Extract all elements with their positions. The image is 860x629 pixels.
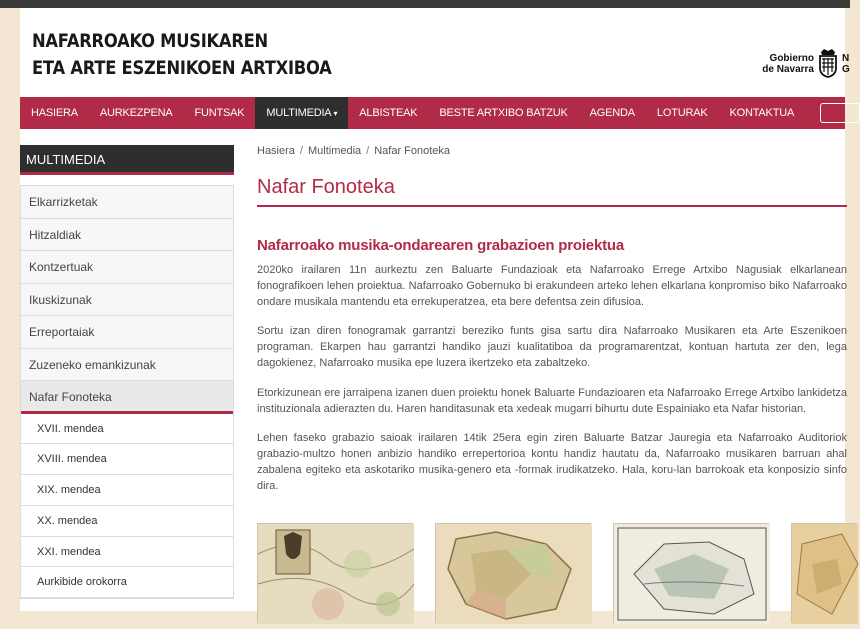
breadcrumb-separator: /: [366, 145, 370, 157]
search-box[interactable]: [820, 103, 860, 123]
sidebar-menu: [20, 185, 234, 599]
map-gallery: [257, 523, 857, 623]
logo-line-1: Gobierno: [769, 53, 814, 64]
paragraph-1: 2020ko irailaren 11n aurkeztu zen Baluarte Fundazioak eta Nafarroako Errege Artxibo Nagusiak elkarlanean fonografikoen lehen proiektua. Nafarroako Gobernuko bi erakundeen arteko lehen elkarlana konpromiso biko Nafarroako ondare musikala mantendu eta errekuperatzea, eta bere defentsa zein difusioa.: [257, 264, 847, 308]
logo-line-2: de Navarra: [762, 64, 814, 75]
site-title[interactable]: [32, 28, 332, 82]
sidebar-subitem-xix-mendea[interactable]: XIX. mendea: [21, 475, 233, 506]
breadcrumb-separator: /: [299, 145, 303, 157]
breadcrumb-hasiera[interactable]: Hasiera: [257, 145, 295, 157]
nav-item-beste-artxibo-batzuk[interactable]: BESTE ARTXIBO BATZUK: [439, 107, 568, 119]
page: [20, 8, 850, 611]
old-map-image: [258, 524, 414, 624]
sidebar-heading: MULTIMEDIA: [20, 145, 234, 175]
window-top-bar: [0, 0, 850, 8]
paragraph-2: Sortu izan diren fonogramak garrantzi bereziko funts gisa sartu dira Nafarroako Musikaren eta Arte Eszenikoen programan. Ekarpen hau garrantzi handiko jauzi kualitatiboa da programarentzat, kontuan hartuta zer den, lega dagokienez, Nafarroako musika epe luzera ikertzeko eta zabaltzeko.: [257, 325, 847, 369]
map-thumbnail[interactable]: [257, 523, 413, 623]
nav-item-albisteak[interactable]: ALBISTEAK: [359, 107, 418, 119]
nav-item-loturak[interactable]: LOTURAK: [656, 107, 708, 119]
sidebar: [20, 145, 234, 599]
sidebar-item-zuzeneko-emankizunak[interactable]: Zuzeneko emankizunak: [21, 349, 233, 382]
sidebar-item-hitzaldiak[interactable]: Hitzaldiak: [21, 219, 233, 252]
breadcrumb-multimedia[interactable]: Multimedia: [307, 145, 362, 157]
sidebar-item-elkarrizketak[interactable]: Elkarrizketak: [21, 186, 233, 219]
old-map-image: [436, 524, 592, 624]
sidebar-subitem-xviii-mendea[interactable]: XVIII. mendea: [21, 444, 233, 475]
sidebar-subitem-aurkibide-orokorra[interactable]: Aurkibide orokorra: [21, 567, 233, 598]
breadcrumb-current: Nafar Fonoteka: [374, 145, 451, 157]
main-nav: [20, 97, 845, 129]
sidebar-subitem-xxi-mendea[interactable]: XXI. mendea: [21, 537, 233, 568]
sidebar-subitem-xvii-mendea[interactable]: XVII. mendea: [21, 414, 233, 445]
nav-item-multimedia-label: MULTIMEDIA: [266, 107, 332, 119]
paragraph-4: Lehen faseko grabazio saioak irailaren 14tik 25era egin ziren Baluarte Batzar Jauregia eta Nafarroako Auditoriok grabazio-multzo honen anbizio handiko errepertorioa kontu handiz hautatu da, Nafarroako musikaren barruan ahal zabalena egiteko eta askotariko musika-genero eta -formak irudikatzeko. Hala, koru-lan barrokoak eta konposizio sinfo dira.: [257, 432, 847, 492]
nav-item-multimedia[interactable]: [255, 97, 348, 129]
site-title-line-1: NAFARROAKO MUSIKAREN: [32, 30, 268, 52]
nav-item-aurkezpena[interactable]: AURKEZPENA: [99, 107, 173, 119]
logo-cut-2: G: [842, 64, 850, 75]
logo-cut-1: N: [842, 53, 850, 64]
map-thumbnail[interactable]: [435, 523, 591, 623]
paragraph-3: Etorkizunean ere jarraipena izanen duen proiektu honek Baluarte Fundazioaren eta Nafarroako Errege Artxibo lankidetza instituzionala adierazten du. Haren handitasunak eta xedeak mugarri bihurtu dute Espainiako eta Nafar historian.: [257, 386, 847, 415]
site-title-line-2: ETA ARTE ESZENIKOEN ARTXIBOA: [32, 57, 332, 79]
logo-text: [758, 53, 814, 75]
sidebar-item-ikuskizunak[interactable]: Ikuskizunak: [21, 284, 233, 317]
page-title: Nafar Fonoteka: [257, 176, 847, 207]
nav-item-kontaktua[interactable]: KONTAKTUA: [729, 107, 795, 119]
sidebar-item-kontzertuak[interactable]: Kontzertuak: [21, 251, 233, 284]
map-thumbnail[interactable]: [791, 523, 857, 623]
map-thumbnail[interactable]: [613, 523, 769, 623]
navarra-crest-icon: [817, 48, 839, 78]
section-title: Nafarroako musika-ondarearen grabazioen proiektua: [257, 237, 624, 254]
sidebar-item-erreportaiak[interactable]: Erreportaiak: [21, 316, 233, 349]
sidebar-subitem-xx-mendea[interactable]: XX. mendea: [21, 506, 233, 537]
caret-down-icon: ▾: [333, 109, 338, 118]
nav-item-agenda[interactable]: AGENDA: [589, 107, 635, 119]
main-content: [257, 145, 857, 495]
old-map-image: [792, 524, 858, 624]
gobierno-de-navarra-logo[interactable]: [758, 48, 848, 80]
sidebar-item-nafar-fonoteka[interactable]: Nafar Fonoteka: [21, 381, 233, 414]
logo-text-cut: [842, 53, 850, 75]
nav-item-funtsak[interactable]: FUNTSAK: [194, 107, 245, 119]
nav-item-hasiera[interactable]: HASIERA: [31, 107, 78, 119]
breadcrumb: [257, 145, 857, 163]
old-map-image: [614, 524, 770, 624]
